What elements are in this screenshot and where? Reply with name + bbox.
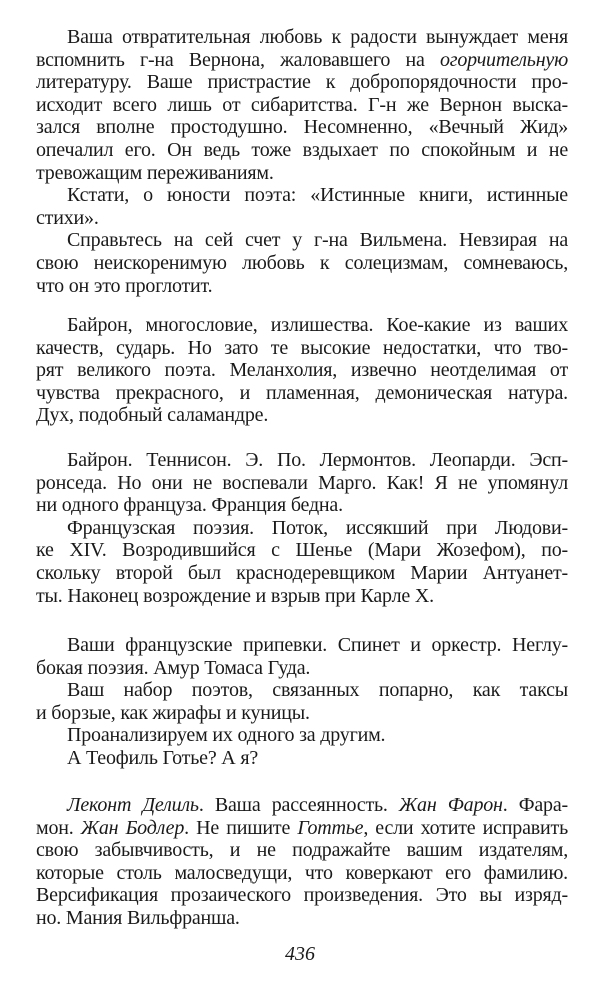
italic-text: Леконт Делиль — [67, 794, 199, 816]
text-line — [36, 207, 568, 230]
text-line — [36, 252, 568, 275]
text-line — [36, 657, 568, 680]
italic-text: Жан Фарон — [398, 794, 503, 816]
text-line — [36, 229, 568, 252]
text-line — [36, 184, 568, 207]
text-segment: Байрон. Теннисон. Э. По. Лермонтов. Леопарди. Эсп- — [67, 449, 568, 471]
text-line — [36, 49, 568, 72]
italic-text: огорчительную — [439, 48, 568, 71]
text-segment: бокая поэзия. Амур Томаса Гуда. — [36, 656, 311, 679]
text-segment: ни одного француза. Франция бедна. — [36, 494, 343, 517]
text-line — [36, 862, 568, 885]
text-line — [36, 337, 568, 360]
text-segment: ронседа. Но они не воспевали Марго. Как! Я не упомянул — [36, 471, 568, 494]
text-section — [36, 314, 568, 427]
text-line — [36, 517, 568, 540]
text-line — [36, 539, 568, 562]
text-segment: Французская поэзия. Поток, иссякший при Людови- — [67, 516, 568, 539]
text-segment: . Не пишите — [184, 816, 298, 839]
text-line — [36, 71, 568, 94]
text-line — [36, 314, 568, 337]
text-segment: рят великого поэта. Меланхолия, извечно неотделимая от — [36, 359, 568, 382]
text-line — [36, 907, 568, 930]
text-line — [36, 494, 568, 517]
italic-text: Жан Бодлер — [80, 816, 185, 839]
text-line — [36, 747, 568, 770]
text-segment: А Теофиль Готье? А я? — [67, 746, 259, 769]
text-section — [36, 634, 568, 770]
text-segment: . Ваша рассеянность. — [198, 794, 399, 816]
text-segment: , если хотите исправить — [363, 816, 568, 839]
text-line — [36, 116, 568, 139]
text-line — [36, 817, 568, 840]
text-line — [36, 275, 568, 298]
text-line — [36, 404, 568, 427]
text-segment: вспомнить г-на Вернона, жаловавшего на — [36, 48, 440, 71]
text-segment: свою забывчивость, и не подражайте вашим издателям, — [36, 839, 568, 862]
text-line — [36, 702, 568, 725]
text-line — [36, 679, 568, 702]
text-line — [36, 585, 568, 608]
text-line — [36, 884, 568, 907]
text-segment: Ваш набор поэтов, связанных попарно, как таксы — [67, 679, 568, 702]
text-segment: но. Мания Вильфранша. — [36, 906, 240, 929]
text-segment: Ваши французские припевки. Спинет и оркестр. Неглу- — [67, 634, 568, 656]
text-segment: и борзые, как жирафы и куницы. — [36, 701, 310, 724]
text-line — [36, 562, 568, 585]
text-segment: чувства прекрасного, и пламенная, демоническая натура. — [36, 381, 568, 404]
text-segment: мон. — [36, 816, 81, 839]
text-line — [36, 449, 568, 472]
text-line — [36, 724, 568, 747]
text-line — [36, 359, 568, 382]
text-segment: качеств, сударь. Но зато те высокие недостатки, что тво- — [36, 336, 568, 359]
text-segment: стихи». — [36, 206, 99, 229]
italic-text: Готтье — [297, 816, 364, 839]
text-segment: Проанализируем их одного за другим. — [67, 724, 386, 747]
text-segment: . Фара- — [502, 794, 568, 816]
text-segment: Версификация прозаического произведения. Это вы изряд- — [36, 884, 568, 907]
text-section — [36, 794, 568, 930]
text-segment: тревожащим переживаниям. — [36, 161, 274, 184]
text-segment: скольку второй был краснодеревщиком Марии Антуанет- — [36, 561, 568, 584]
text-section — [36, 449, 568, 607]
text-segment: Справьтесь на сей счет у г-на Вильмена. Невзирая на — [67, 229, 568, 252]
text-line — [36, 839, 568, 862]
text-line — [36, 26, 568, 49]
text-line — [36, 634, 568, 657]
text-segment: Байрон, многословие, излишества. Кое-какие из ваших — [67, 314, 568, 336]
text-segment: зался вполне простодушно. Несомненно, «Вечный Жид» — [36, 116, 568, 139]
text-segment: Кстати, о юности поэта: «Истинные книги, истинные — [67, 184, 568, 207]
text-segment: которые столь малосведущи, что коверкают его фамилию. — [36, 861, 568, 884]
text-segment: Дух, подобный саламандре. — [36, 404, 269, 427]
text-line — [36, 94, 568, 117]
text-line — [36, 794, 568, 817]
text-segment: свою неискоренимую любовь к солецизмам, сомневаюсь, — [36, 251, 568, 274]
text-segment: исходит всего лишь от сибаритства. Г-н же Вернон выска- — [36, 93, 568, 116]
text-segment: что он это проглотит. — [36, 274, 213, 297]
text-line — [36, 472, 568, 495]
text-section — [36, 26, 568, 297]
text-segment: ке XIV. Возродившийся с Шенье (Мари Жозефом), по- — [36, 539, 568, 562]
text-line — [36, 139, 568, 162]
text-segment: Ваша отвратительная любовь к радости вынуждает меня — [67, 26, 568, 48]
text-line — [36, 162, 568, 185]
text-segment: ты. Наконец возрождение и взрыв при Карле X. — [36, 584, 434, 607]
text-line — [36, 382, 568, 405]
text-segment: опечалил его. Он ведь тоже вздыхает по спокойным и не — [36, 138, 568, 161]
page-number: 436 — [285, 943, 315, 965]
text-segment: литературу. Ваше пристрастие к добропорядочности про- — [36, 71, 568, 94]
